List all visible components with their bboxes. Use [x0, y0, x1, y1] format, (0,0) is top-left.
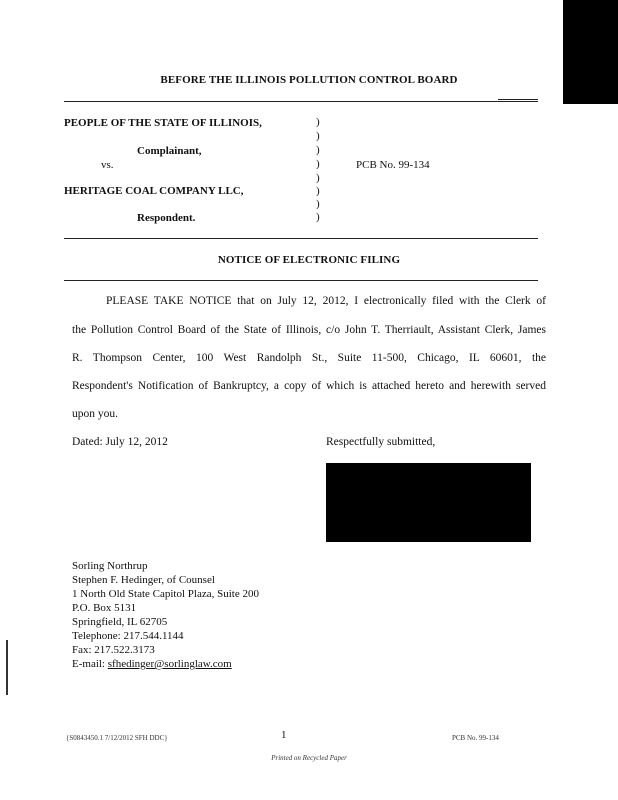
caption-paren: ): [316, 185, 320, 197]
email-label: E-mail:: [72, 658, 105, 670]
email-line: [72, 657, 232, 671]
defendant-name: HERITAGE COAL COMPANY LLC,: [64, 185, 244, 197]
black-margin-tab: [563, 0, 618, 104]
caption-paren: ): [316, 198, 320, 210]
plaintiff-role: Complainant,: [137, 145, 202, 157]
address-line: Telephone: 217.544.1144: [72, 630, 184, 642]
address-line: Fax: 217.522.3173: [72, 644, 155, 656]
caption-rule: [64, 238, 538, 239]
caption-paren: ): [316, 158, 320, 170]
plaintiff-name: PEOPLE OF THE STATE OF ILLINOIS,: [64, 117, 262, 129]
email-link[interactable]: sfhedinger@sorlinglaw.com: [107, 658, 232, 670]
address-line: Springfield, IL 62705: [72, 616, 168, 628]
board-title: BEFORE THE ILLINOIS POLLUTION CONTROL BOARD: [160, 74, 458, 86]
caption-paren: ): [316, 144, 320, 156]
page-number: 1: [281, 729, 287, 741]
caption-paren: ): [316, 130, 320, 142]
header-rule: [64, 101, 538, 102]
body-line: Respondent's Notification of Bankruptcy, a copy of which is attached hereto and herewith served: [72, 380, 546, 392]
redacted-signature-block: [326, 463, 531, 542]
notice-title: NOTICE OF ELECTRONIC FILING: [217, 254, 401, 266]
dated-line: Dated: July 12, 2012: [72, 436, 168, 448]
respectfully-submitted: Respectfully submitted,: [326, 436, 436, 448]
caption-paren: ): [316, 116, 320, 128]
recycled-paper-note: Printed on Recycled Paper: [271, 754, 347, 762]
address-line: P.O. Box 5131: [72, 602, 137, 614]
caption-paren: ): [316, 172, 320, 184]
notice-rule: [64, 280, 538, 281]
body-line: the Pollution Control Board of the State of Illinois, c/o John T. Therriault, Assistant Clerk, James: [72, 324, 546, 336]
versus-label: vs.: [101, 159, 114, 171]
address-line: Sorling Northrup: [72, 560, 148, 572]
body-line: PLEASE TAKE NOTICE that on July 12, 2012, I electronically filed with the Clerk of: [106, 295, 546, 307]
footer-case-ref: PCB No. 99-134: [452, 734, 499, 742]
scan-margin-mark: [6, 640, 8, 695]
address-line: 1 North Old State Capitol Plaza, Suite 200: [72, 588, 259, 600]
address-line: Stephen F. Hedinger, of Counsel: [72, 574, 215, 586]
footer-doc-id: {S0843450.1 7/12/2012 SFH DDC}: [66, 734, 168, 742]
body-line: upon you.: [72, 408, 118, 420]
body-line: R. Thompson Center, 100 West Randolph St., Suite 11-500, Chicago, IL 60601, the: [72, 352, 546, 364]
header-rule-fragment: [498, 99, 538, 100]
case-number: PCB No. 99-134: [356, 159, 430, 171]
caption-paren: ): [316, 211, 320, 223]
defendant-role: Respondent.: [137, 212, 196, 224]
